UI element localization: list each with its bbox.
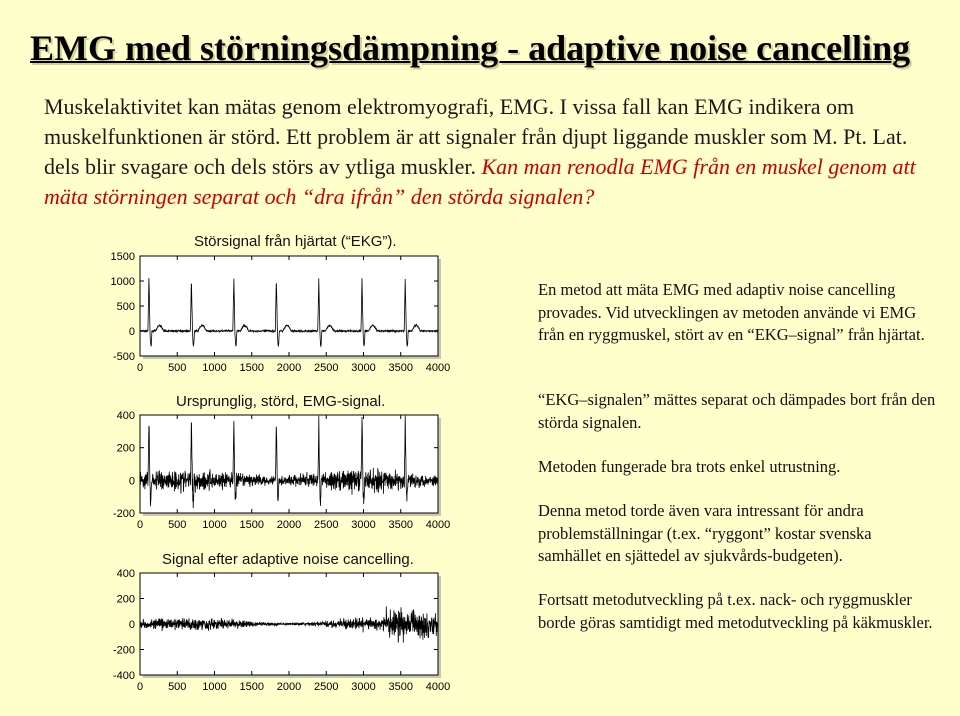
chart1-ekg <box>96 246 450 378</box>
intro-question: Kan man renodla EMG från en muskel genom att mäta störningen separat och “dra ifrån” den störda signalen? <box>44 154 916 209</box>
x-tick-label: 3000 <box>351 681 376 693</box>
x-tick-label: 2500 <box>314 519 339 531</box>
y-tick-label: 500 <box>116 301 135 313</box>
x-tick-label: 4000 <box>425 519 450 531</box>
x-tick-label: 500 <box>168 519 187 531</box>
y-tick-label: 400 <box>116 410 135 422</box>
x-tick-label: 0 <box>136 362 144 374</box>
x-tick-label: 500 <box>168 681 187 693</box>
y-tick-label: 0 <box>128 619 135 631</box>
y-tick-label: 1500 <box>110 251 135 263</box>
y-tick-label: -200 <box>112 508 135 520</box>
x-tick-label: 3500 <box>388 681 413 693</box>
x-tick-label: 0 <box>136 681 144 693</box>
y-tick-label: -500 <box>112 351 135 363</box>
right-text-5: Fortsatt metodutveckling på t.ex. nack- och ryggmuskler borde göras samtidigt med metodutveckling på käkmuskler. <box>538 590 933 632</box>
x-tick-label: 1500 <box>239 681 264 693</box>
x-tick-label: 0 <box>136 519 144 531</box>
right-text-4: Denna metod torde även vara intressant för andra problemställningar (t.ex. “ryggont” kostar svenska samhället en sjättedel av sjukvårds-budgeten). <box>538 501 872 565</box>
x-tick-label: 3500 <box>388 519 413 531</box>
x-tick-label: 3000 <box>351 362 376 374</box>
right-text-2: “EKG–signalen” mättes separat och dämpades bort från den störda signalen. <box>538 390 936 432</box>
x-tick-label: 2000 <box>276 519 302 531</box>
x-tick-label: 500 <box>168 362 187 374</box>
x-tick-label: 4000 <box>425 681 450 693</box>
chart1-caption: Störsignal från hjärtat (“EKG”). <box>194 233 397 250</box>
right-text-3: Metoden fungerade bra trots enkel utrustning. <box>538 457 841 476</box>
chart3-caption: Signal efter adaptive noise cancelling. <box>162 551 414 568</box>
x-tick-label: 1000 <box>202 681 227 693</box>
chart2-caption: Ursprunglig, störd, EMG-signal. <box>176 393 386 410</box>
y-tick-label: 200 <box>116 442 135 455</box>
plot-area <box>140 415 438 513</box>
x-tick-label: 1500 <box>239 519 264 531</box>
y-tick-label: 0 <box>128 475 135 488</box>
x-tick-label: 4000 <box>425 362 450 374</box>
x-tick-label: 1500 <box>239 362 264 374</box>
y-tick-label: 1000 <box>110 276 135 288</box>
x-tick-label: 2000 <box>276 362 302 374</box>
x-tick-label: 1000 <box>202 519 227 531</box>
right-text-1: En metod att mäta EMG med adaptiv noise cancelling provades. Vid utvecklingen av metoden använde vi EMG från en ryggmuskel, stört av en “EKG–signal” från hjärtat. <box>538 280 925 344</box>
y-tick-label: 0 <box>128 326 135 338</box>
intro-paragraph <box>44 92 924 212</box>
x-tick-label: 2000 <box>276 681 302 693</box>
chart2-disturbed-emg <box>96 405 450 535</box>
page-title: EMG med störningsdämpning - adaptive noise cancelling <box>30 28 911 68</box>
y-tick-label: 400 <box>116 568 135 580</box>
x-tick-label: 3500 <box>388 362 413 374</box>
plot-area <box>140 256 438 356</box>
y-tick-label: -400 <box>112 670 135 682</box>
intro-text: Muskelaktivitet kan mätas genom elektromyografi, EMG. I vissa fall kan EMG indikera om muskelfunktionen är störd. Ett problem är att signaler från djupt liggande muskler som M. Pt. Lat. dels blir svagare och dels störs av ytliga muskler. <box>44 94 908 179</box>
x-tick-label: 2500 <box>314 681 339 693</box>
x-tick-label: 1000 <box>202 362 227 374</box>
y-tick-label: -200 <box>112 644 135 657</box>
y-tick-label: 200 <box>116 593 135 606</box>
x-tick-label: 2500 <box>314 362 339 374</box>
x-tick-label: 3000 <box>351 519 376 531</box>
chart3-filtered-emg <box>96 563 450 697</box>
